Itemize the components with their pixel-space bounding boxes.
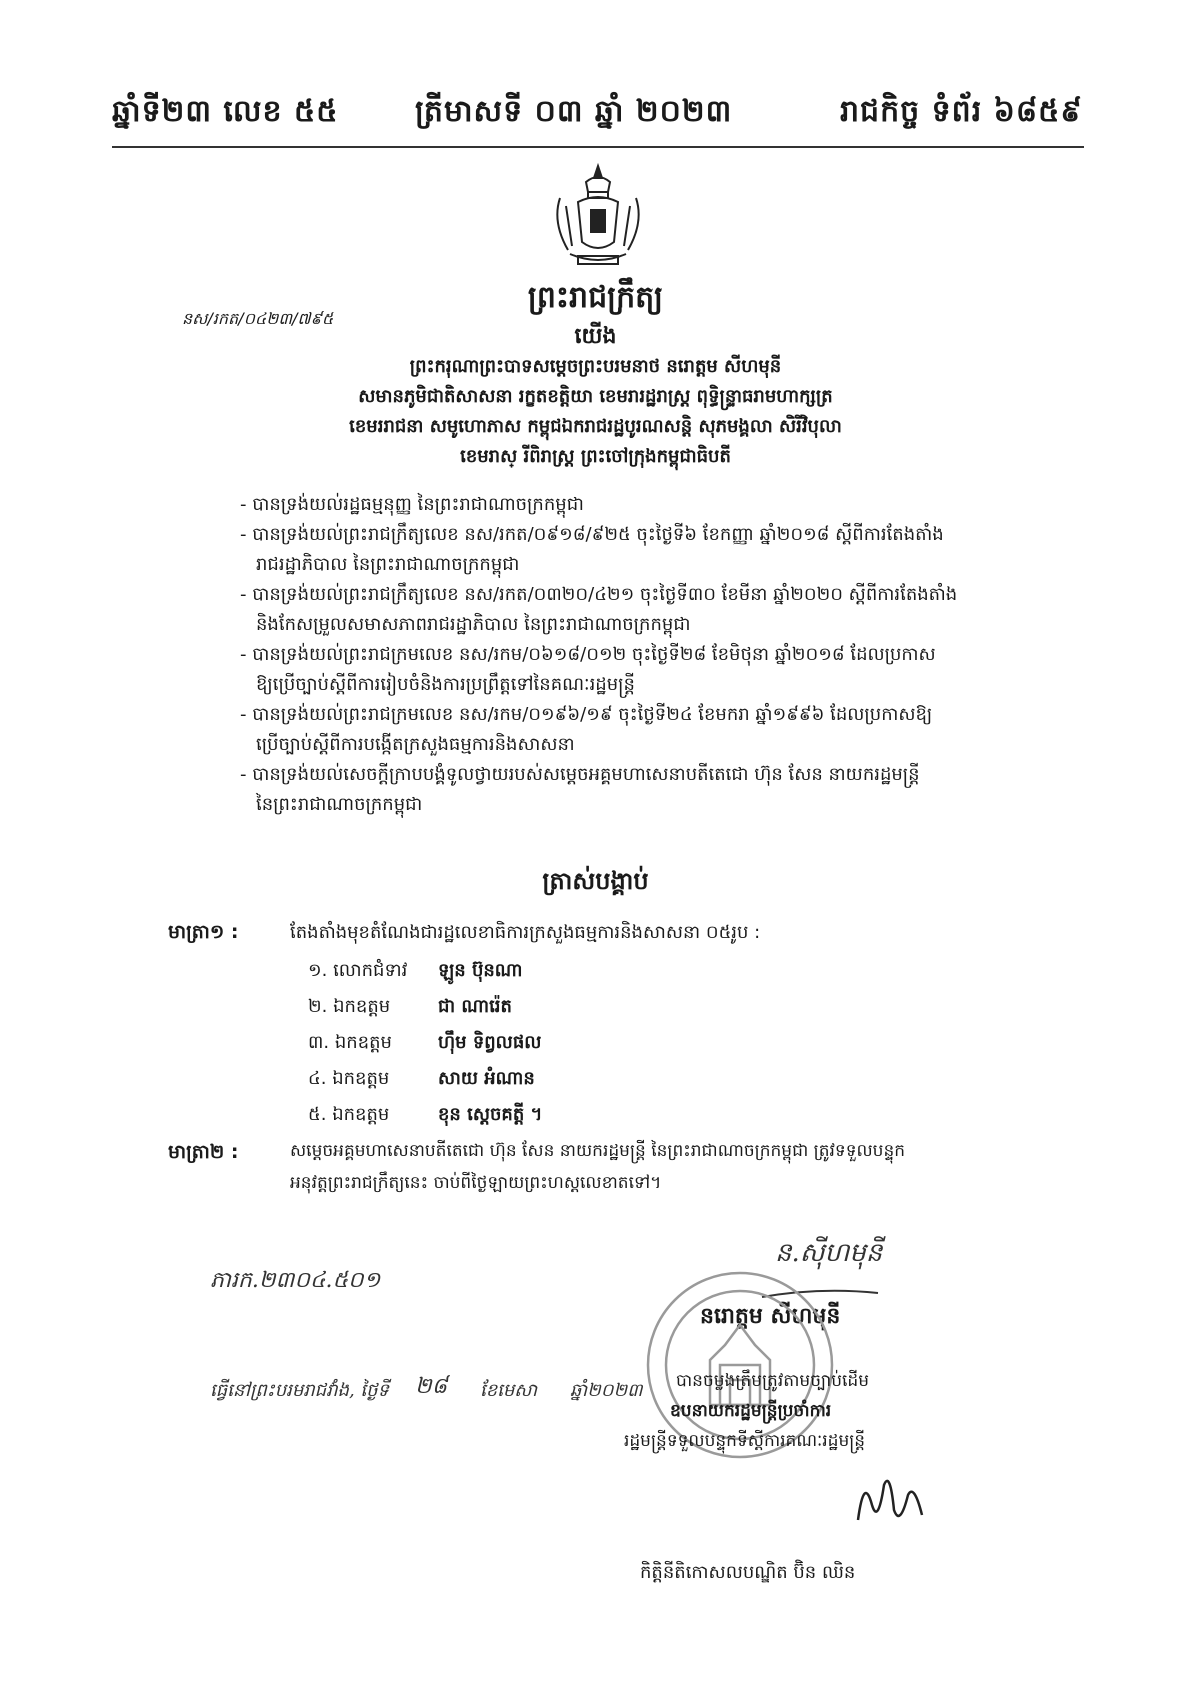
date-day: ២៨ bbox=[415, 1374, 448, 1399]
appointee-name: ហ៊ឹម ទិព្វលផល bbox=[438, 1032, 542, 1053]
appointee-name: សាយ អំណាន bbox=[438, 1068, 535, 1089]
king-title-line: ព្រះករុណាព្រះបាទសម្តេចព្រះបរមនាថ នរោត្តម សីហមុនី bbox=[409, 356, 782, 377]
we-heading: យើង bbox=[574, 324, 617, 349]
appointee-row bbox=[308, 1102, 542, 1129]
gazette-quarter: ត្រីមាសទី ០៣ ឆ្នាំ ២០២៣ bbox=[415, 94, 733, 129]
appointee-title: ៤. ឯកឧត្តម bbox=[308, 1068, 390, 1089]
visa-item: - បានទ្រង់យល់ព្រះរាជក្រមលេខ នស/រកម/០៦១៨/០១២ ចុះថ្ងៃទី២៨ ខែមិថុនា ឆ្នាំ២០១៨ ដែលប្រកាស bbox=[240, 644, 936, 665]
appointee-title: ២. ឯកឧត្តម bbox=[308, 996, 391, 1017]
appointee-title: ៥. ឯកឧត្តម bbox=[308, 1104, 390, 1125]
appointee-row bbox=[308, 994, 512, 1021]
date-place: ធ្វើនៅព្រះបរមរាជវាំង, ថ្ងៃទី bbox=[210, 1380, 389, 1401]
article-1-text: តែងតាំងមុខតំណែងជារដ្ឋលេខាធិការក្រសួងធម្មការនិងសាសនា ០៥រូប : bbox=[290, 922, 761, 943]
countersigner-signature-icon bbox=[850, 1465, 930, 1535]
king-title-line: ខេមររាជនា សមូហោភាស កម្ពុជឯករាជរដ្ឋបូរណសន្តិ សុភមង្គលា សិរីវិបុលា bbox=[349, 416, 842, 437]
appointee-name: ជា ណារ៉េត bbox=[438, 996, 512, 1017]
visa-item: - បានទ្រង់យល់រដ្ឋធម្មនុញ្ញ នៃព្រះរាជាណាចក្រកម្ពុជា bbox=[240, 494, 584, 515]
header-rule bbox=[112, 146, 1084, 148]
date-month: ខែមេសា bbox=[480, 1380, 538, 1401]
handwritten-reference: ភារក.២៣០៤.៥០១ bbox=[210, 1268, 381, 1293]
date-year: ឆ្នាំ២០២៣ bbox=[570, 1380, 643, 1401]
appointee-title: ១. លោកជំទាវ bbox=[308, 960, 408, 981]
countersign-line: បានចម្លងត្រឹមត្រូវតាមច្បាប់ដើម bbox=[676, 1371, 869, 1391]
countersign-line: រដ្ឋមន្ត្រីទទួលបន្ទុកទីស្តីការគណៈរដ្ឋមន្ត្រី bbox=[624, 1431, 866, 1451]
gazette-page: រាជកិច្ច ទំព័រ ៦៨៥៩ bbox=[840, 94, 1083, 129]
visa-item: - បានទ្រង់យល់ព្រះរាជក្រមលេខ នស/រកម/០១៩៦/១៩ ចុះថ្ងៃទី២៤ ខែមករា ឆ្នាំ១៩៩៦ ដែលប្រកាសឱ្យ bbox=[240, 704, 933, 725]
decree-reference: នស/រកត/០៤២៣/៧៩៥ bbox=[182, 309, 334, 328]
visa-item: - បានទ្រង់យល់សេចក្តីក្រាបបង្គំទូលថ្វាយរបស់សម្តេចអគ្គមហាសេនាបតីតេជោ ហ៊ុន សែន នាយករដ្ឋមន្ត្រី bbox=[240, 764, 920, 785]
article-2-label: មាត្រា២ : bbox=[168, 1141, 239, 1163]
appointee-row bbox=[308, 958, 523, 985]
appointee-name: ឡូន ប៊ុនណា bbox=[438, 960, 523, 981]
royal-emblem-icon bbox=[548, 162, 648, 272]
visa-item-continuation: នៃព្រះរាជាណាចក្រកម្ពុជា bbox=[256, 794, 423, 815]
gazette-year-issue: ឆ្នាំទី២៣ លេខ ៥៥ bbox=[112, 94, 339, 129]
appointee-row bbox=[308, 1066, 535, 1093]
document-type-title: ព្រះរាជក្រឹត្យ bbox=[527, 280, 664, 315]
countersigner-name: កិត្តិនីតិកោសលបណ្ឌិត ប៊ិន ឈិន bbox=[640, 1562, 856, 1583]
countersign-line: ឧបនាយករដ្ឋមន្ត្រីប្រចាំការ bbox=[670, 1401, 832, 1421]
visa-item-continuation: ប្រើច្បាប់ស្តីពីការបង្កើតក្រសួងធម្មការនិងសាសនា bbox=[256, 734, 575, 755]
visa-item-continuation: រាជរដ្ឋាភិបាល នៃព្រះរាជាណាចក្រកម្ពុជា bbox=[256, 554, 520, 575]
appointee-title: ៣. ឯកឧត្តម bbox=[308, 1032, 392, 1053]
visa-item: - បានទ្រង់យល់ព្រះរាជក្រឹត្យលេខ នស/រកត/០៣២០/៤២១ ចុះថ្ងៃទី៣០ ខែមីនា ឆ្នាំ២០២០ ស្តីពីការតែងតាំង bbox=[240, 584, 958, 605]
article-2-line: អនុវត្តព្រះរាជក្រឹត្យនេះ ចាប់ពីថ្ងៃឡាយព្រះហស្តលេខាតទៅ។ bbox=[290, 1173, 662, 1193]
decree-heading: ត្រាស់បង្គាប់ bbox=[542, 867, 649, 895]
visa-item: - បានទ្រង់យល់ព្រះរាជក្រឹត្យលេខ នស/រកត/០៩១៨/៩២៥ ចុះថ្ងៃទី៦ ខែកញ្ញា ឆ្នាំ២០១៨ ស្តីពីការតែងតាំង bbox=[240, 524, 944, 545]
appointee-name: ខុន ស្តេចគត្តី ។ bbox=[438, 1104, 543, 1125]
visa-list bbox=[240, 490, 957, 820]
king-title-line: ខេមរាស្ រីពិរាស្ត្រ ព្រះចៅក្រុងកម្ពុជាធិបតី bbox=[460, 446, 731, 467]
article-1-label: មាត្រា១ : bbox=[168, 921, 239, 943]
king-signature: ន.ស៊ីហមុនី bbox=[775, 1238, 883, 1268]
appointee-row bbox=[308, 1030, 541, 1057]
visa-item-continuation: និងកែសម្រួលសមាសភាពរាជរដ្ឋាភិបាល នៃព្រះរាជាណាចក្រកម្ពុជា bbox=[256, 614, 691, 635]
king-name: នរោត្តម សីហមុនី bbox=[700, 1304, 841, 1329]
visa-item-continuation: ឱ្យប្រើច្បាប់ស្តីពីការរៀបចំនិងការប្រព្រឹត្តទៅនៃគណៈរដ្ឋមន្ត្រី bbox=[256, 674, 635, 695]
article-2-line: សម្តេចអគ្គមហាសេនាបតីតេជោ ហ៊ុន សែន នាយករដ្ឋមន្ត្រី នៃព្រះរាជាណាចក្រកម្ពុជា ត្រូវទទួលបន្ទុក bbox=[290, 1141, 906, 1161]
king-title-line: សមានភូមិជាតិសាសនា រក្ខតខត្តិយា ខេមរារដ្ឋរាស្ត្រ ពុទ្ធិន្ទ្រាធរាមហាក្សត្រ bbox=[358, 386, 833, 407]
